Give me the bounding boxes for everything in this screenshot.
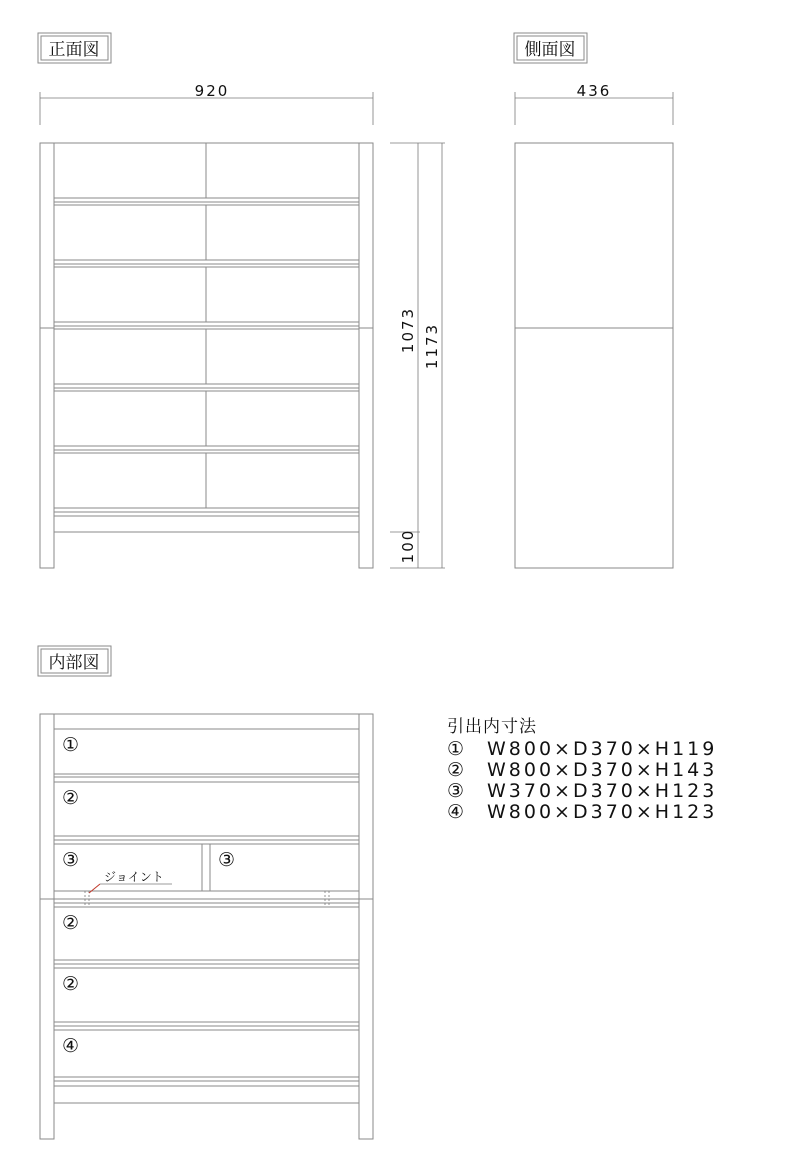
drawer-spec-list [447,712,717,823]
total-height-label: 1173 [423,322,441,370]
joint-leader-arrow [89,884,100,893]
depth-dimension-label: 436 [576,82,612,100]
drawer-spec-size: W800×D370×H123 [487,801,718,823]
drawer-spec-number: ② [447,759,468,781]
interior-view [38,646,373,1139]
drawer-spec-row [447,781,717,802]
drawer-spec-row [447,802,717,823]
drawer-spec-size: W800×D370×H143 [487,759,718,781]
side-view-title: 側面図 [524,40,576,60]
width-dimension-label: 920 [194,82,230,100]
inner-height-label: 1073 [399,306,417,354]
side-panel-outline [515,143,673,568]
drawer-spec-heading: 引出内寸法 [447,717,537,737]
interior-left-panel [40,714,54,1139]
drawer-spec-number: ① [447,738,468,760]
left-side-panel [40,143,54,568]
width-dimension [40,82,373,125]
front-view [38,33,445,568]
drawer-marker: ③ [62,849,80,871]
joint-callout [89,870,172,893]
drawer-spec-row [447,739,717,760]
drawer-marker: ② [62,912,80,934]
plinth-height-label: 100 [399,528,417,564]
drawer-marker: ④ [62,1035,80,1057]
drawer-spec-number: ④ [447,801,468,823]
height-dimensions [390,143,445,568]
drawer-spec-size: W800×D370×H119 [487,738,718,760]
drawer-spec-row [447,760,717,781]
side-view [514,33,673,568]
joint-label: ジョイント [104,870,164,884]
interior-view-title: 内部図 [48,653,100,673]
drawer-spec-size: W370×D370×H123 [487,780,718,802]
interior-right-panel [359,714,373,1139]
drawer-marker: ② [62,787,80,809]
depth-dimension [515,82,673,125]
drawer-marker: ③ [218,849,236,871]
right-side-panel [359,143,373,568]
front-view-title: 正面図 [48,40,100,60]
interior-top-board [54,714,359,729]
drawer-marker: ① [62,734,80,756]
front-drawer-rows [54,143,359,512]
drawer-marker: ② [62,973,80,995]
interior-drawer-boxes [54,729,359,1103]
drawer-spec-number: ③ [447,780,468,802]
